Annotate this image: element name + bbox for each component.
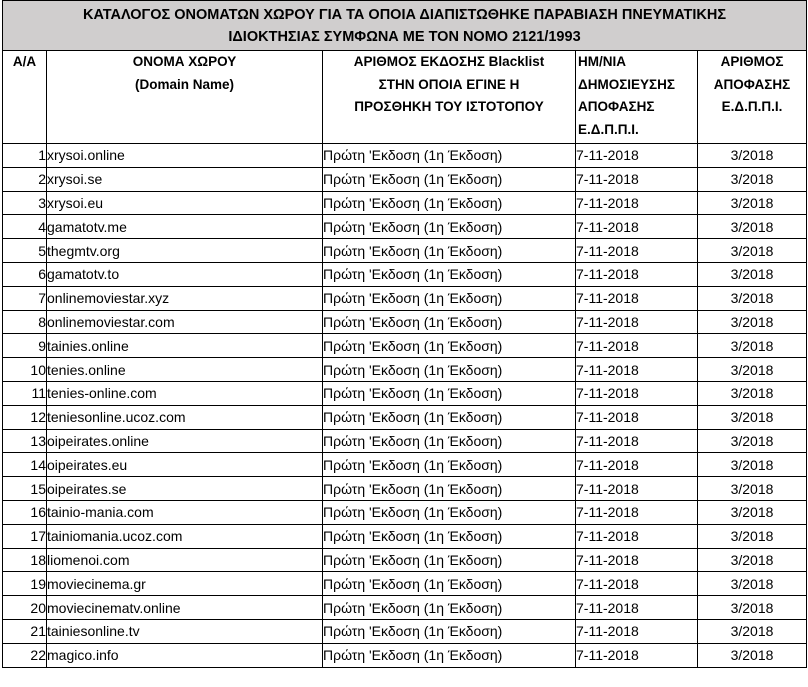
blacklist-edition-cell: Πρώτη 'Εκδοση (1η Έκδοση) [323, 643, 576, 667]
table-row [3, 429, 807, 453]
domain-name-cell: gamatotv.me [47, 215, 323, 239]
column-header-domain-line-2: (Domain Name) [134, 76, 234, 92]
table-title-line-1: ΚΑΤΑΛΟΓΟΣ ΟΝΟΜΑΤΩΝ ΧΩΡΟΥ ΓΙΑ ΤΑ ΟΠΟΙΑ ΔΙΑΠΙΣΤΩΘΗΚΕ ΠΑΡΑΒΙΑΣΗ ΠΝΕΥΜΑΤΙΚΗΣ [82, 6, 727, 23]
table-row [3, 239, 807, 263]
blacklist-edition-cell: Πρώτη 'Εκδοση (1η Έκδοση) [323, 596, 576, 620]
publication-date-cell: 7-11-2018 [576, 262, 698, 286]
domain-name-cell: gamatotv.to [47, 262, 323, 286]
decision-number-cell: 3/2018 [698, 239, 807, 263]
decision-number-cell: 3/2018 [698, 548, 807, 572]
table-row [3, 167, 807, 191]
column-header-date-line-2: ΔΗΜΟΣΙΕΥΣΗΣ [578, 76, 676, 92]
column-header-decision-line-3: Ε.Δ.Π.Π.Ι. [721, 99, 783, 114]
blacklist-edition-cell: Πρώτη 'Εκδοση (1η Έκδοση) [323, 453, 576, 477]
table-row [3, 643, 807, 667]
domain-name-cell: oipeirates.online [47, 429, 323, 453]
column-header-domain-line-1: ΟΝΟΜΑ ΧΩΡΟΥ [132, 54, 237, 69]
row-number: 1 [3, 144, 47, 168]
blacklist-edition-cell: Πρώτη 'Εκδοση (1η Έκδοση) [323, 405, 576, 429]
table-row [3, 619, 807, 643]
table-row [3, 215, 807, 239]
publication-date-cell: 7-11-2018 [576, 596, 698, 620]
decision-number-cell: 3/2018 [698, 286, 807, 310]
domain-name-cell: xrysoi.eu [47, 191, 323, 215]
table-row [3, 262, 807, 286]
publication-date-cell: 7-11-2018 [576, 334, 698, 358]
publication-date-cell: 7-11-2018 [576, 405, 698, 429]
decision-number-cell: 3/2018 [698, 453, 807, 477]
row-number: 3 [3, 191, 47, 215]
row-number: 12 [3, 405, 47, 429]
blacklist-edition-cell: Πρώτη 'Εκδοση (1η Έκδοση) [323, 215, 576, 239]
decision-number-cell: 3/2018 [698, 619, 807, 643]
decision-number-cell: 3/2018 [698, 191, 807, 215]
blacklist-edition-cell: Πρώτη 'Εκδοση (1η Έκδοση) [323, 619, 576, 643]
publication-date-cell: 7-11-2018 [576, 572, 698, 596]
column-header-aa [3, 51, 47, 144]
publication-date-cell: 7-11-2018 [576, 500, 698, 524]
blacklist-edition-cell: Πρώτη 'Εκδοση (1η Έκδοση) [323, 524, 576, 548]
domain-name-cell: tainies.online [47, 334, 323, 358]
publication-date-cell: 7-11-2018 [576, 144, 698, 168]
decision-number-cell: 3/2018 [698, 572, 807, 596]
row-number: 7 [3, 286, 47, 310]
decision-number-cell: 3/2018 [698, 405, 807, 429]
blacklist-edition-cell: Πρώτη 'Εκδοση (1η Έκδοση) [323, 286, 576, 310]
blacklist-edition-cell: Πρώτη 'Εκδοση (1η Έκδοση) [323, 548, 576, 572]
domain-name-cell: tainio-mania.com [47, 500, 323, 524]
publication-date-cell: 7-11-2018 [576, 524, 698, 548]
row-number: 10 [3, 358, 47, 382]
decision-number-cell: 3/2018 [698, 477, 807, 501]
column-header-decision [698, 51, 807, 144]
row-number: 8 [3, 310, 47, 334]
blacklist-edition-cell: Πρώτη 'Εκδοση (1η Έκδοση) [323, 334, 576, 358]
domain-name-cell: teniesonline.ucoz.com [47, 405, 323, 429]
decision-number-cell: 3/2018 [698, 310, 807, 334]
row-number: 20 [3, 596, 47, 620]
publication-date-cell: 7-11-2018 [576, 167, 698, 191]
domain-name-cell: thegmtv.org [47, 239, 323, 263]
column-header-aa-label: Α/Α [12, 54, 37, 69]
publication-date-cell: 7-11-2018 [576, 619, 698, 643]
blacklist-edition-cell: Πρώτη 'Εκδοση (1η Έκδοση) [323, 144, 576, 168]
row-number: 15 [3, 477, 47, 501]
table-row [3, 334, 807, 358]
row-number: 14 [3, 453, 47, 477]
column-header-blacklist-line-3: ΠΡΟΣΘΗΚΗ ΤΟΥ ΙΣΤΟΤΟΠΟΥ [354, 99, 544, 114]
publication-date-cell: 7-11-2018 [576, 239, 698, 263]
domain-name-cell: moviecinematv.online [47, 596, 323, 620]
publication-date-cell: 7-11-2018 [576, 191, 698, 215]
table-row [3, 500, 807, 524]
column-header-date-line-1: ΗΜ/ΝΙΑ [578, 54, 626, 69]
blacklist-edition-cell: Πρώτη 'Εκδοση (1η Έκδοση) [323, 167, 576, 191]
domain-name-cell: magico.info [47, 643, 323, 667]
table-row [3, 358, 807, 382]
row-number: 13 [3, 429, 47, 453]
decision-number-cell: 3/2018 [698, 596, 807, 620]
domain-name-cell: xrysoi.online [47, 144, 323, 168]
domain-name-cell: oipeirates.eu [47, 453, 323, 477]
column-header-blacklist-line-1: ΑΡΙΘΜΟΣ ΕΚΔΟΣΗΣ Blacklist [353, 54, 545, 69]
domain-name-cell: tenies-online.com [47, 381, 323, 405]
domain-name-cell: tainiesonline.tv [47, 619, 323, 643]
row-number: 17 [3, 524, 47, 548]
table-row [3, 548, 807, 572]
decision-number-cell: 3/2018 [698, 643, 807, 667]
blacklist-edition-cell: Πρώτη 'Εκδοση (1η Έκδοση) [323, 310, 576, 334]
blacklist-edition-cell: Πρώτη 'Εκδοση (1η Έκδοση) [323, 429, 576, 453]
domain-name-cell: tenies.online [47, 358, 323, 382]
column-header-decision-line-2: ΑΠΟΦΑΣΗΣ [713, 76, 791, 92]
row-number: 22 [3, 643, 47, 667]
row-number: 21 [3, 619, 47, 643]
row-number: 11 [3, 381, 47, 405]
decision-number-cell: 3/2018 [698, 429, 807, 453]
blacklist-table [2, 0, 807, 668]
publication-date-cell: 7-11-2018 [576, 453, 698, 477]
decision-number-cell: 3/2018 [698, 144, 807, 168]
table-row [3, 191, 807, 215]
row-number: 9 [3, 334, 47, 358]
table-body [3, 144, 807, 668]
table-row [3, 144, 807, 168]
column-header-domain [47, 51, 323, 144]
column-header-blacklist [323, 51, 576, 144]
table-row [3, 286, 807, 310]
column-header-date-line-4: Ε.Δ.Π.Π.Ι. [578, 121, 639, 137]
table-title [3, 1, 807, 51]
column-header-date [576, 51, 698, 144]
column-header-decision-line-1: ΑΡΙΘΜΟΣ [720, 54, 784, 69]
table-row [3, 572, 807, 596]
decision-number-cell: 3/2018 [698, 381, 807, 405]
blacklist-edition-cell: Πρώτη 'Εκδοση (1η Έκδοση) [323, 381, 576, 405]
domain-name-cell: tainiomania.ucoz.com [47, 524, 323, 548]
publication-date-cell: 7-11-2018 [576, 215, 698, 239]
row-number: 6 [3, 262, 47, 286]
table-row [3, 405, 807, 429]
publication-date-cell: 7-11-2018 [576, 310, 698, 334]
publication-date-cell: 7-11-2018 [576, 381, 698, 405]
blacklist-edition-cell: Πρώτη 'Εκδοση (1η Έκδοση) [323, 262, 576, 286]
blacklist-edition-cell: Πρώτη 'Εκδοση (1η Έκδοση) [323, 239, 576, 263]
decision-number-cell: 3/2018 [698, 524, 807, 548]
decision-number-cell: 3/2018 [698, 358, 807, 382]
column-header-date-line-3: ΑΠΟΦΑΣΗΣ [578, 99, 655, 114]
decision-number-cell: 3/2018 [698, 262, 807, 286]
table-row [3, 310, 807, 334]
row-number: 18 [3, 548, 47, 572]
table-row [3, 453, 807, 477]
table-row [3, 477, 807, 501]
table-title-line-2: ΙΔΙΟΚΤΗΣΙΑΣ ΣΥΜΦΩΝΑ ΜΕ ΤΟΝ ΝΟΜΟ 2121/1993 [228, 28, 581, 45]
publication-date-cell: 7-11-2018 [576, 286, 698, 310]
domain-name-cell: xrysoi.se [47, 167, 323, 191]
domain-name-cell: onlinemoviestar.xyz [47, 286, 323, 310]
domain-name-cell: moviecinema.gr [47, 572, 323, 596]
publication-date-cell: 7-11-2018 [576, 643, 698, 667]
publication-date-cell: 7-11-2018 [576, 358, 698, 382]
row-number: 5 [3, 239, 47, 263]
table-row [3, 381, 807, 405]
decision-number-cell: 3/2018 [698, 215, 807, 239]
blacklist-edition-cell: Πρώτη 'Εκδοση (1η Έκδοση) [323, 572, 576, 596]
domain-name-cell: onlinemoviestar.com [47, 310, 323, 334]
blacklist-edition-cell: Πρώτη 'Εκδοση (1η Έκδοση) [323, 191, 576, 215]
domain-name-cell: liomenoi.com [47, 548, 323, 572]
decision-number-cell: 3/2018 [698, 334, 807, 358]
publication-date-cell: 7-11-2018 [576, 429, 698, 453]
decision-number-cell: 3/2018 [698, 167, 807, 191]
publication-date-cell: 7-11-2018 [576, 548, 698, 572]
row-number: 16 [3, 500, 47, 524]
domain-name-cell: oipeirates.se [47, 477, 323, 501]
publication-date-cell: 7-11-2018 [576, 477, 698, 501]
table-row [3, 524, 807, 548]
table-row [3, 596, 807, 620]
decision-number-cell: 3/2018 [698, 500, 807, 524]
blacklist-edition-cell: Πρώτη 'Εκδοση (1η Έκδοση) [323, 500, 576, 524]
row-number: 4 [3, 215, 47, 239]
row-number: 2 [3, 167, 47, 191]
row-number: 19 [3, 572, 47, 596]
column-header-blacklist-line-2: ΣΤΗΝ ΟΠΟΙΑ ΕΓΙΝΕ Η [378, 76, 520, 92]
blacklist-edition-cell: Πρώτη 'Εκδοση (1η Έκδοση) [323, 358, 576, 382]
blacklist-edition-cell: Πρώτη 'Εκδοση (1η Έκδοση) [323, 477, 576, 501]
